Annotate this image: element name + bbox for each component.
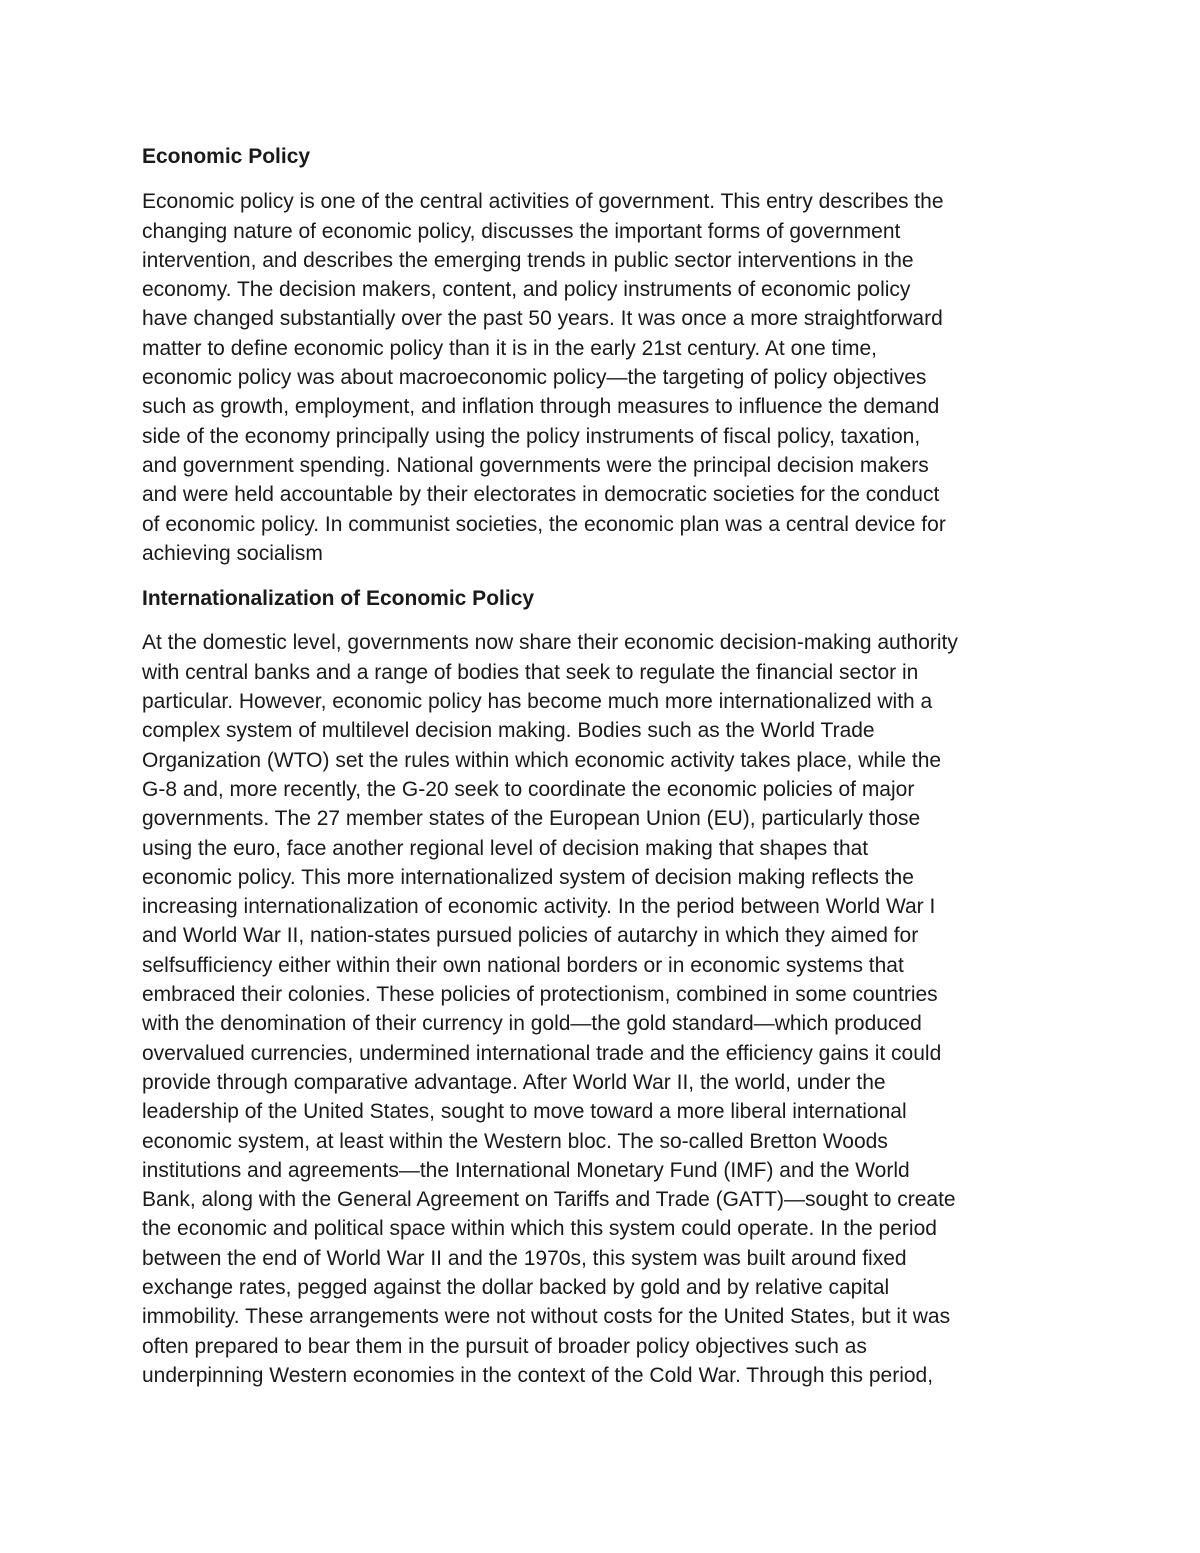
text-line: side of the economy principally using the policy instruments of fiscal policy, taxation, xyxy=(142,424,921,448)
text-line: using the euro, face another regional level of decision making that shapes that xyxy=(142,836,869,860)
text-line: G-8 and, more recently, the G-20 seek to coordinate the economic policies of major xyxy=(142,777,915,801)
text-line: and World War II, nation-states pursued policies of autarchy in which they aimed for xyxy=(142,924,919,948)
text-line: leadership of the United States, sought to move toward a more liberal international xyxy=(142,1100,907,1124)
text-line: exchange rates, pegged against the dollar backed by gold and by relative capital xyxy=(142,1275,890,1299)
text-line: such as growth, employment, and inflation through measures to influence the demand xyxy=(142,395,940,419)
text-line: overvalued currencies, undermined international trade and the efficiency gains it could xyxy=(142,1041,942,1065)
text-line: achieving socialism xyxy=(142,541,323,565)
text-line: often prepared to bear them in the pursuit of broader policy objectives such as xyxy=(142,1334,867,1358)
text-line: economic policy. This more internationalized system of decision making reflects the xyxy=(142,865,914,889)
text-line: changing nature of economic policy, discusses the important forms of government xyxy=(142,219,901,243)
text-line: provide through comparative advantage. After World War II, the world, under the xyxy=(142,1070,886,1094)
text-line: and government spending. National governments were the principal decision makers xyxy=(142,453,929,477)
text-line: the economic and political space within which this system could operate. In the period xyxy=(142,1217,937,1241)
text-line: selfsufficiency either within their own national borders or in economic systems that xyxy=(142,953,904,977)
text-line: of economic policy. In communist societies, the economic plan was a central device for xyxy=(142,512,946,536)
text-line: Organization (WTO) set the rules within which economic activity takes place, while the xyxy=(142,748,942,772)
text-line: intervention, and describes the emerging trends in public sector interventions in the xyxy=(142,248,914,272)
document-body xyxy=(142,142,1066,1390)
text-line: increasing internationalization of economic activity. In the period between World War I xyxy=(142,895,936,919)
text-line: underpinning Western economies in the context of the Cold War. Through this period, xyxy=(142,1363,934,1387)
text-line: between the end of World War II and the 1970s, this system was built around fixed xyxy=(142,1246,907,1270)
text-line: Economic policy is one of the central activities of government. This entry describes the xyxy=(142,190,944,214)
text-line: governments. The 27 member states of the European Union (EU), particularly those xyxy=(142,807,921,831)
document-title: Economic Policy xyxy=(142,145,311,168)
text-line: institutions and agreements—the International Monetary Fund (IMF) and the World xyxy=(142,1158,910,1182)
text-line: with the denomination of their currency in gold—the gold standard—which produced xyxy=(142,1012,922,1036)
text-line: economic policy was about macroeconomic policy—the targeting of policy objectives xyxy=(142,366,927,390)
text-line: have changed substantially over the past 50 years. It was once a more straightforward xyxy=(142,307,943,331)
text-line: with central banks and a range of bodies that seek to regulate the financial sector in xyxy=(142,660,919,684)
text-line: immobility. These arrangements were not without costs for the United States, but it was xyxy=(142,1305,951,1329)
text-line: embraced their colonies. These policies of protectionism, combined in some countries xyxy=(142,983,938,1007)
text-line: At the domestic level, governments now share their economic decision-making authority xyxy=(142,631,958,655)
text-line: economy. The decision makers, content, and policy instruments of economic policy xyxy=(142,278,911,302)
text-line: and were held accountable by their electorates in democratic societies for the conduct xyxy=(142,483,940,507)
text-line: particular. However, economic policy has become much more internationalized with a xyxy=(142,690,933,714)
paragraph-internationalization xyxy=(142,628,1066,1390)
text-line: matter to define economic policy than it is in the early 21st century. At one time, xyxy=(142,336,877,360)
text-line: complex system of multilevel decision making. Bodies such as the World Trade xyxy=(142,719,875,743)
paragraph-economic-policy xyxy=(142,187,1066,568)
section-heading: Internationalization of Economic Policy xyxy=(142,587,535,611)
text-line: economic system, at least within the Western bloc. The so-called Bretton Woods xyxy=(142,1129,888,1153)
text-line: Bank, along with the General Agreement on Tariffs and Trade (GATT)—sought to create xyxy=(142,1188,956,1212)
